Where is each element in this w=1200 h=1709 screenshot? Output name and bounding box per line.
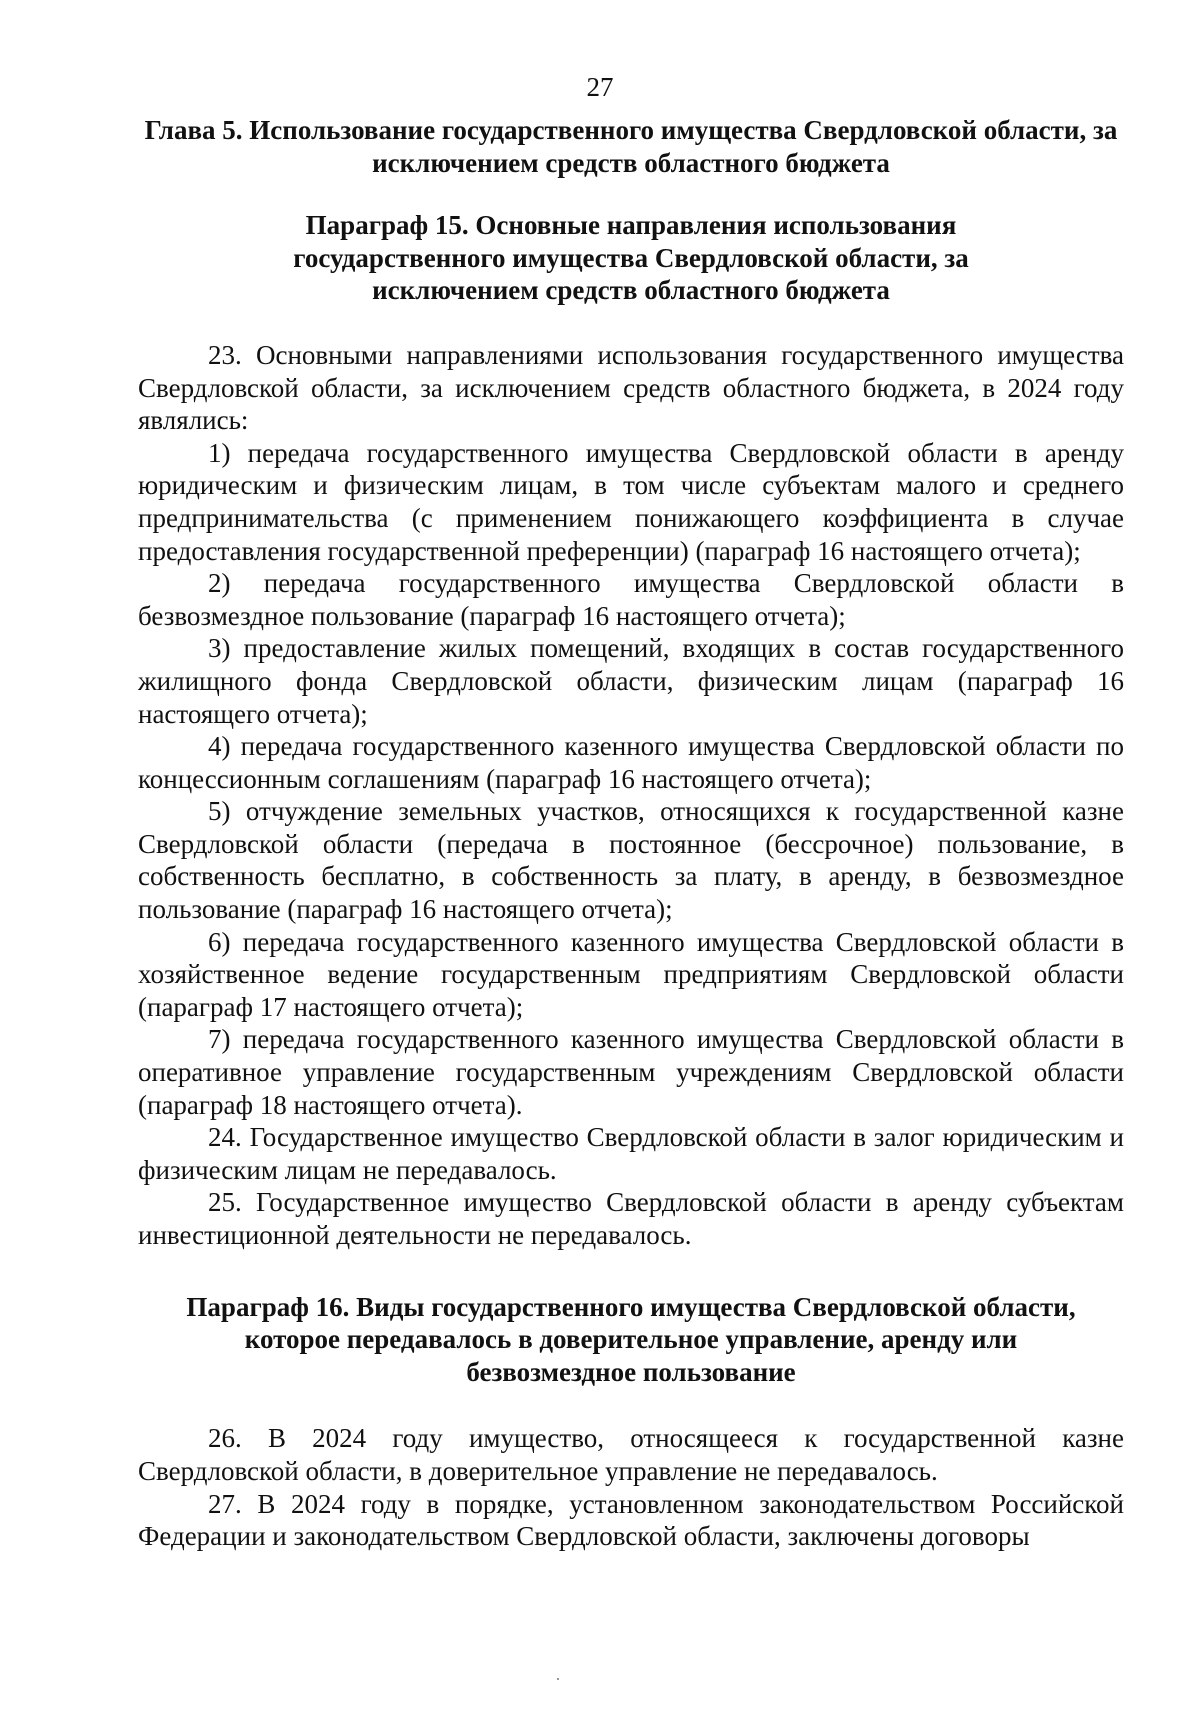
list-item-1: 1) передача государственного имущества Свердловской области в аренду юридическим и физическим лицам, в том числе субъектам малого и среднего предпринимательства (с применением понижающего коэффициента в случае предоставления государственной преференции) (параграф 16 настоящего отчета); bbox=[138, 437, 1124, 566]
list-item-6: 6) передача государственного казенного имущества Свердловской области в хозяйственное ведение государственным предприятиям Свердловской области (параграф 17 настоящего отчета); bbox=[138, 926, 1124, 1022]
section-16-body bbox=[138, 1422, 1124, 1552]
list-item-3: 3) предоставление жилых помещений, входящих в состав государственного жилищного фонда Свердловской области, физическим лицам (параграф 16 настоящего отчета); bbox=[138, 633, 1124, 729]
chapter-title: Глава 5. Использование государственного имущества Свердловской области, за исключением средств областного бюджета bbox=[144, 115, 1118, 178]
section-15-title: Параграф 15. Основные направления использования государственного имущества Свердловской области, за исключением средств областного бюджета bbox=[293, 210, 969, 306]
paragraph-26: 26. В 2024 году имущество, относящееся к государственной казне Свердловской области, в доверительное управление не передавалось. bbox=[138, 1423, 1124, 1486]
paragraph-23: 23. Основными направлениями использования государственного имущества Свердловской области, за исключением средств областного бюджета, в 2024 году являлись: bbox=[138, 339, 1124, 436]
scan-speck bbox=[557, 1678, 559, 1680]
section-15-body bbox=[138, 339, 1124, 1252]
document-body bbox=[138, 114, 1124, 1553]
list-item-2: 2) передача государственного имущества Свердловской области в безвозмездное пользование (параграф 16 настоящего отчета); bbox=[138, 568, 1124, 631]
list-item-5: 5) отчуждение земельных участков, относящихся к государственной казне Свердловской области (передача в постоянное (бессрочное) пользование, в собственность бесплатно, в собственность за плату, в аренду, в безвозмездное пользование (параграф 16 настоящего отчета); bbox=[138, 796, 1124, 925]
list-item-4: 4) передача государственного казенного имущества Свердловской области по концессионным соглашениям (параграф 16 настоящего отчета); bbox=[138, 731, 1124, 794]
paragraph-27: 27. В 2024 году в порядке, установленном законодательством Российской Федерации и законодательством Свердловской области, заключены договоры bbox=[138, 1488, 1124, 1552]
section-16-title: Параграф 16. Виды государственного имущества Свердловской области, которое передавалось в доверительное управление, аренду или безвозмездное пользование bbox=[186, 1291, 1076, 1387]
paragraph-24: 24. Государственное имущество Свердловской области в залог юридическим и физическим лицам не передавалось. bbox=[138, 1122, 1124, 1185]
page-number: 27 bbox=[586, 72, 614, 102]
list-item-7: 7) передача государственного казенного имущества Свердловской области в оперативное управление государственным учреждениям Свердловской области (параграф 18 настоящего отчета). bbox=[138, 1024, 1124, 1120]
paragraph-25: 25. Государственное имущество Свердловской области в аренду субъектам инвестиционной деятельности не передавалось. bbox=[138, 1187, 1124, 1250]
